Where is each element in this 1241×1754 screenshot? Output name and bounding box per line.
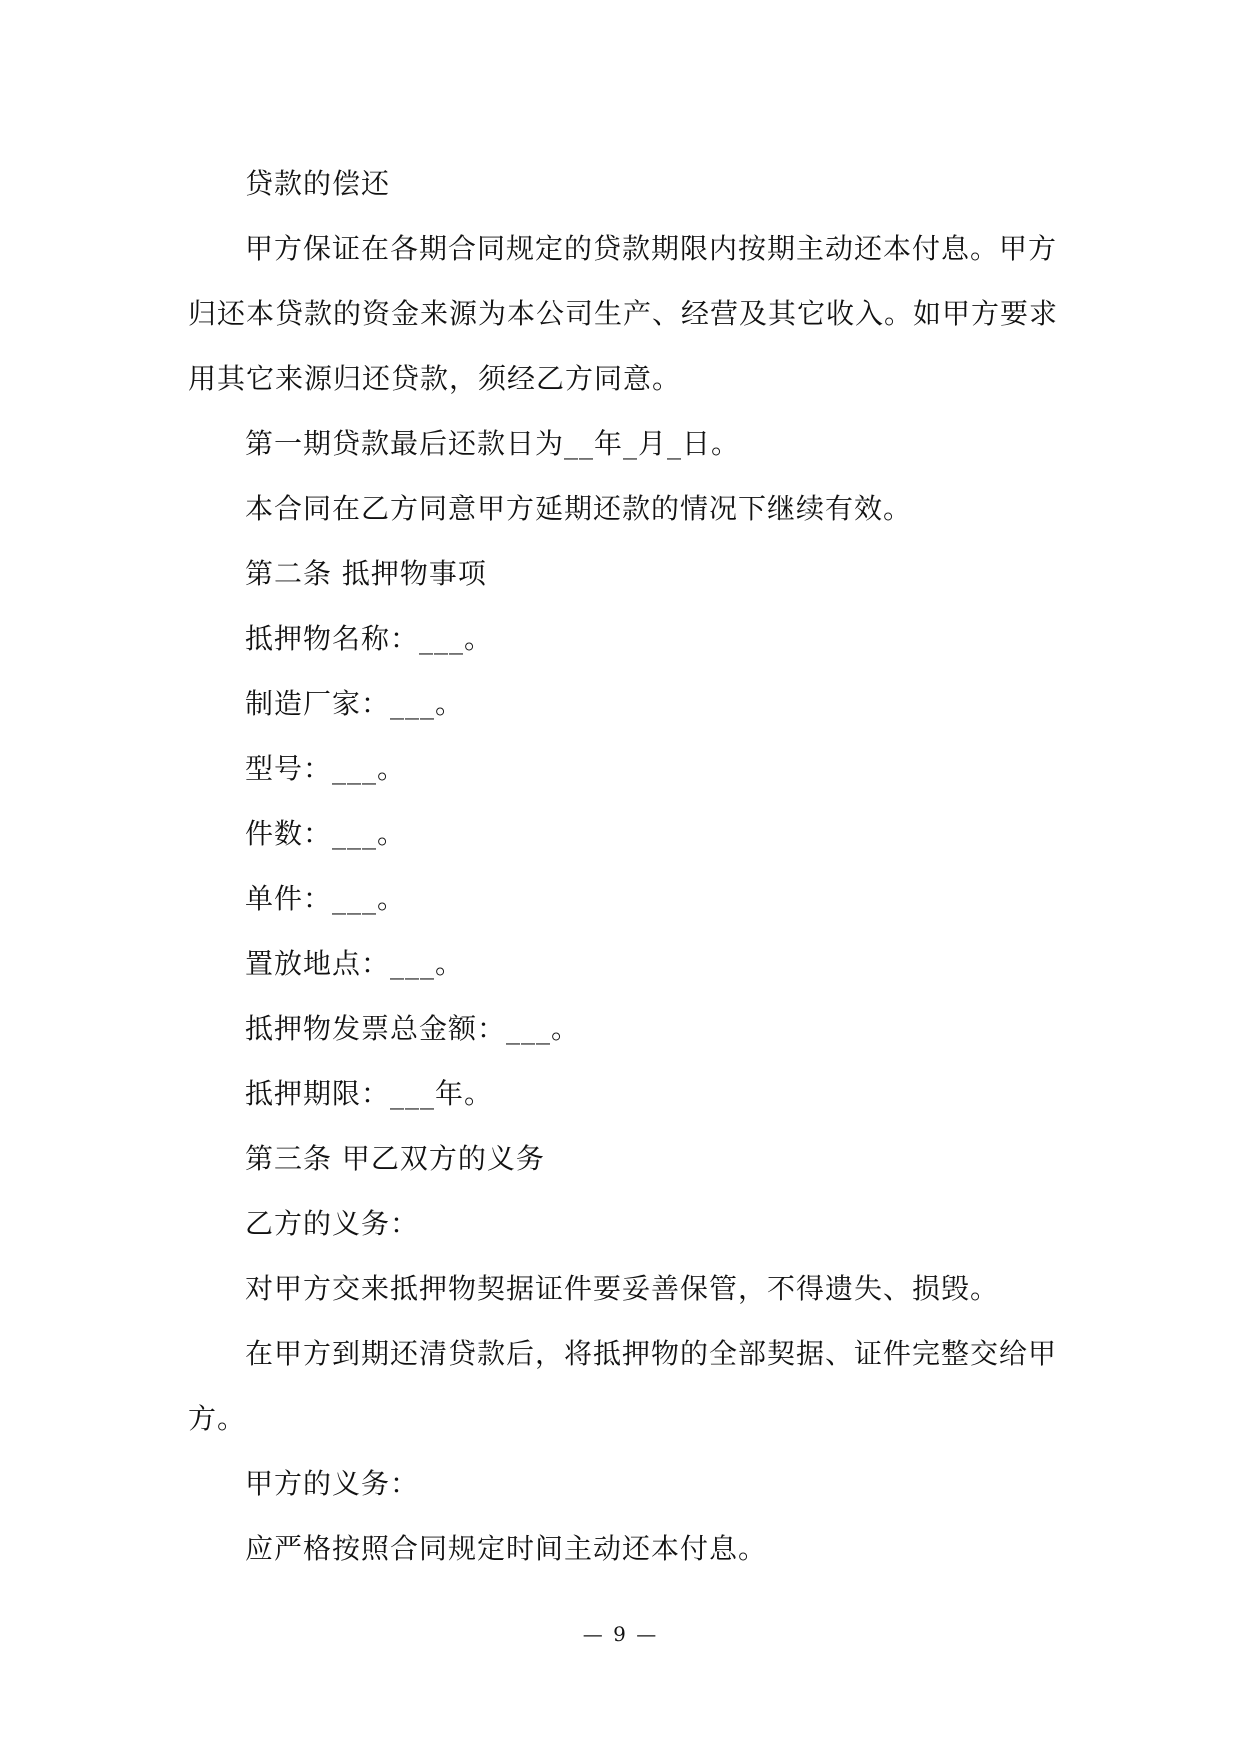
paragraph-model: 型号：___。: [245, 752, 407, 785]
paragraph-party-b-obligations: 乙方的义务：: [245, 1207, 420, 1240]
paragraph-quantity: 件数：___。: [245, 817, 407, 850]
paragraph-article-two-heading: 第二条 抵押物事项: [245, 557, 487, 590]
paragraph-mortgage-term: 抵押期限：___年。: [245, 1077, 494, 1110]
paragraph-unit: 单件：___。: [245, 882, 407, 915]
paragraph-invoice-total: 抵押物发票总金额：___。: [245, 1012, 581, 1045]
paragraph-repayment-guarantee: 甲方保证在各期合同规定的贷款期限内按期主动还本付息。甲方归还本贷款的资金来源为本公司生产、经营及其它收入。如甲方要求用其它来源归还贷款，须经乙方同意。: [188, 232, 1059, 395]
paragraph-location: 置放地点：___。: [245, 947, 465, 980]
paragraph-manufacturer: 制造厂家：___。: [245, 687, 465, 720]
paragraph-extension-validity: 本合同在乙方同意甲方延期还款的情况下继续有效。: [245, 492, 913, 525]
page-number: — 9 —: [582, 1622, 659, 1646]
paragraph-safekeeping: 对甲方交来抵押物契据证件要妥善保管，不得遗失、损毁。: [245, 1272, 1000, 1305]
paragraph-repay-on-time: 应严格按照合同规定时间主动还本付息。: [245, 1532, 768, 1565]
paragraph-heading-repayment: 贷款的偿还: [245, 167, 391, 200]
document-body: [188, 151, 1058, 1581]
paragraph-collateral-name: 抵押物名称：___。: [245, 622, 494, 655]
paragraph-return-documents: 在甲方到期还清贷款后，将抵押物的全部契据、证件完整交给甲方。: [188, 1337, 1058, 1435]
paragraph-first-repayment-date: 第一期贷款最后还款日为__年_月_日。: [245, 427, 741, 460]
paragraph-article-three-heading: 第三条 甲乙双方的义务: [245, 1142, 545, 1175]
paragraph-party-a-obligations: 甲方的义务：: [245, 1467, 420, 1500]
